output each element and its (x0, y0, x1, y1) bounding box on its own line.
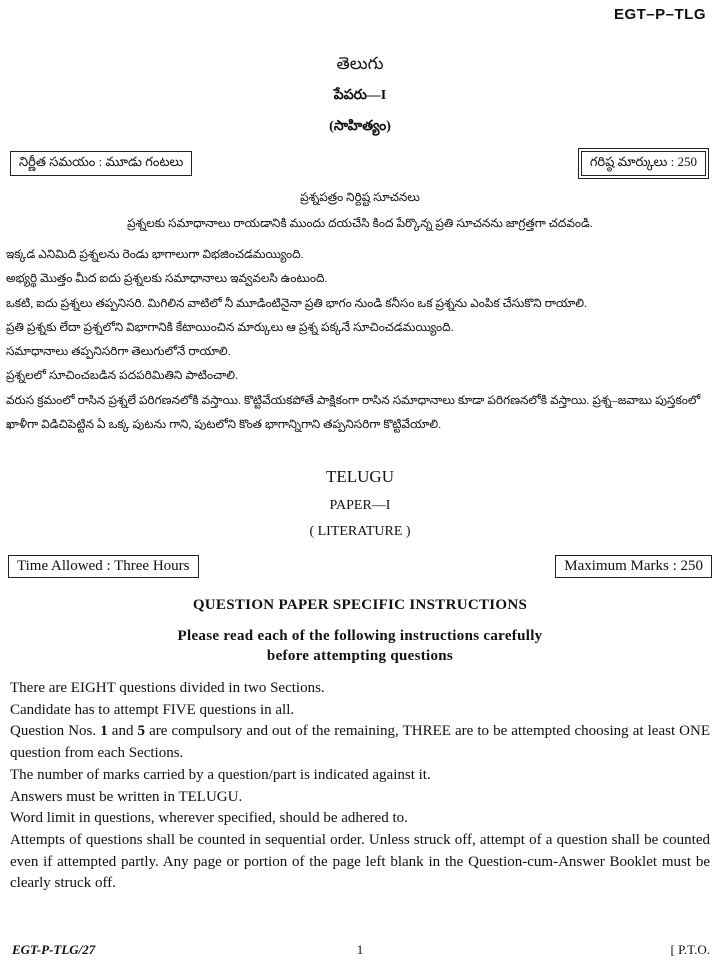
telugu-instruction: ప్రతి ప్రశ్నకు లేదా ప్రశ్నలోని విభాగానికి కేటాయించిన మార్కులు ఆ ప్రశ్న పక్కనే సూచించడమయ్యింది. (6, 319, 454, 334)
read-instructions-line-2: before attempting questions (266, 648, 454, 664)
telugu-heading: ప్రశ్నపత్రం నిర్దిష్ట సూచనలు (300, 190, 420, 204)
instruction-text: Question Nos. (10, 723, 101, 740)
question-number-bold: 5 (137, 723, 146, 740)
english-instruction-list (10, 678, 710, 895)
instruction-text: are compulsory and out of the remaining, THREE are to be attempted choosing at least ONE question from each Sections. (10, 723, 710, 762)
english-instruction: The number of marks carried by a question/part is indicated against it. (10, 766, 431, 783)
telugu-instruction-list (6, 242, 714, 436)
question-number-bold: 1 (100, 723, 108, 740)
paper-code: EGT–P–TLG (613, 6, 706, 23)
english-instruction (10, 721, 710, 764)
english-instruction: Answers must be written in TELUGU. (10, 788, 243, 805)
read-instructions-line-1: Please read each of the following instructions carefully (177, 628, 543, 644)
telugu-instruction: ప్రశ్నలలో సూచించబడిన పదపరిమితిని పాటించాలి. (6, 368, 239, 383)
telugu-instruction: ఇక్కడ ఎనిమిది ప్రశ్నలను రెండు భాగాలుగా విభజించడమయ్యింది. (6, 247, 304, 261)
english-instruction: Word limit in questions, wherever specified, should be adhered to. (10, 810, 408, 827)
page-number: 1 (356, 942, 364, 957)
english-max-marks: Maximum Marks : 250 (555, 555, 712, 578)
telugu-subtitle: (సాహిత్యం) (329, 119, 391, 134)
telugu-intro: ప్రశ్నలకు సమాధానాలు రాయడానికి ముందు దయచేసి కింద పేర్కొన్న ప్రతి సూచనను జాగ్రత్తగా చదవండి. (127, 216, 593, 230)
english-instruction: Candidate has to attempt FIVE questions in all. (10, 701, 295, 718)
english-instruction: Attempts of questions shall be counted in sequential order. Unless struck off, attempt of a question shall be counted even if attempted partly. Any page or portion of the page left blank in the Question-cum-Answer Booklet must be clearly struck off. (10, 831, 710, 892)
english-heading: QUESTION PAPER SPECIFIC INSTRUCTIONS (192, 597, 528, 613)
footer-code: EGT-P-TLG/27 (12, 942, 96, 957)
pto-label: [ P.T.O. (670, 942, 710, 957)
telugu-instruction: సమాధానాలు తప్పనిసరిగా తెలుగులోనే రాయాలి. (6, 344, 231, 359)
telugu-instruction: వరుస క్రమంలో రాసిన ప్రశ్నలే పరిగణనలోకి వస్తాయి. కొట్టివేయకపోతే పాక్షికంగా రాసిన సమాధానాలు కూడా పరిగణనలోకి వస్తాయి. ప్రశ్న–జవాబు పుస్తకంలో ఖాళీగా విడిచిపెట్టిన ఏ ఒక్క పుటను గాని, పుటలోని కొంత భాగాన్నిగాని తప్పనిసరిగా కొట్టివేయాలి. (6, 392, 701, 432)
english-subtitle: ( LITERATURE ) (309, 524, 411, 539)
english-time-allowed: Time Allowed : Three Hours (8, 555, 199, 578)
telugu-time-allowed: నిర్ణీత సమయం : మూడు గంటలు (10, 151, 192, 176)
telugu-paper: పేపరు—I (333, 88, 387, 103)
english-read-instructions (0, 626, 720, 666)
telugu-max-marks: గరిష్ఠ మార్కులు : 250 (581, 151, 706, 176)
telugu-instruction: ఒకటి, ఐదు ప్రశ్నలు తప్పనిసరి. మిగిలిన వాటిలో నీ మూడింటినైనా ప్రతి భాగం నుండి కనీసం ఒక ప్రశ్నను ఎంపిక చేసుకొని రాయాలి. (6, 295, 588, 310)
instruction-text: and (107, 723, 138, 740)
telugu-instruction: అభ్యర్థి మొత్తం మీద ఐదు ప్రశ్నలకు సమాధానాలు ఇవ్వవలసి ఉంటుంది. (6, 271, 328, 286)
telugu-title: తెలుగు (336, 54, 384, 73)
english-title: TELUGU (326, 467, 394, 486)
english-instruction: There are EIGHT questions divided in two Sections. (10, 680, 325, 696)
english-paper: PAPER—I (329, 498, 391, 513)
